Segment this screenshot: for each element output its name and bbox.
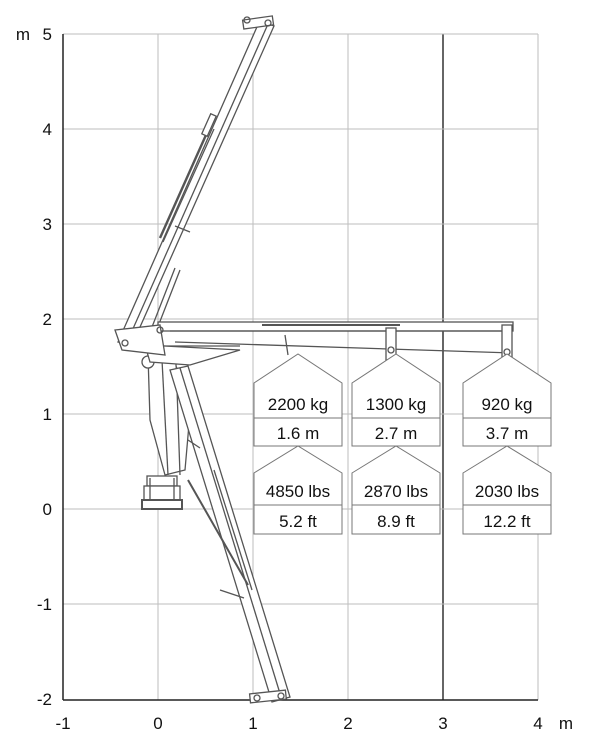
load-tag-metric-2 bbox=[352, 354, 440, 446]
x-tick-label: 0 bbox=[153, 714, 163, 733]
load-value: 2200 kg bbox=[267, 395, 329, 414]
reach-value: 5.2 ft bbox=[279, 512, 317, 531]
reach-value: 12.2 ft bbox=[483, 512, 531, 531]
x-unit-label: m bbox=[558, 714, 574, 733]
y-unit-label: m bbox=[15, 25, 30, 44]
raised-boom bbox=[118, 16, 274, 347]
y-tick-label: 2 bbox=[42, 310, 52, 329]
load-tag-imperial-1 bbox=[254, 446, 342, 534]
y-tick-label: 3 bbox=[42, 215, 52, 234]
x-tick-label: 1 bbox=[248, 714, 258, 733]
load-tag-metric-1 bbox=[254, 354, 342, 446]
crane-drawing bbox=[115, 16, 513, 703]
x-tick-label: 2 bbox=[343, 714, 353, 733]
x-tick-label: -1 bbox=[55, 714, 71, 733]
x-tick-label: 3 bbox=[438, 714, 448, 733]
load-value: 1300 kg bbox=[365, 395, 427, 414]
load-value: 920 kg bbox=[481, 395, 533, 414]
y-tick-label: 4 bbox=[42, 120, 52, 139]
y-tick-label: 0 bbox=[42, 500, 52, 519]
y-tick-label: 1 bbox=[42, 405, 52, 424]
reach-value: 8.9 ft bbox=[377, 512, 415, 531]
reach-value: 2.7 m bbox=[374, 424, 418, 443]
x-tick-label: 4 bbox=[533, 714, 543, 733]
reach-value: 1.6 m bbox=[276, 424, 320, 443]
load-value: 4850 lbs bbox=[265, 482, 331, 501]
y-tick-label: -1 bbox=[36, 595, 52, 614]
reach-value: 3.7 m bbox=[485, 424, 529, 443]
load-tag-imperial-2 bbox=[352, 446, 440, 534]
load-value: 2030 lbs bbox=[474, 482, 540, 501]
y-tick-label: -2 bbox=[36, 690, 52, 709]
y-tick-label: 5 bbox=[42, 25, 52, 44]
load-value: 2870 lbs bbox=[363, 482, 429, 501]
